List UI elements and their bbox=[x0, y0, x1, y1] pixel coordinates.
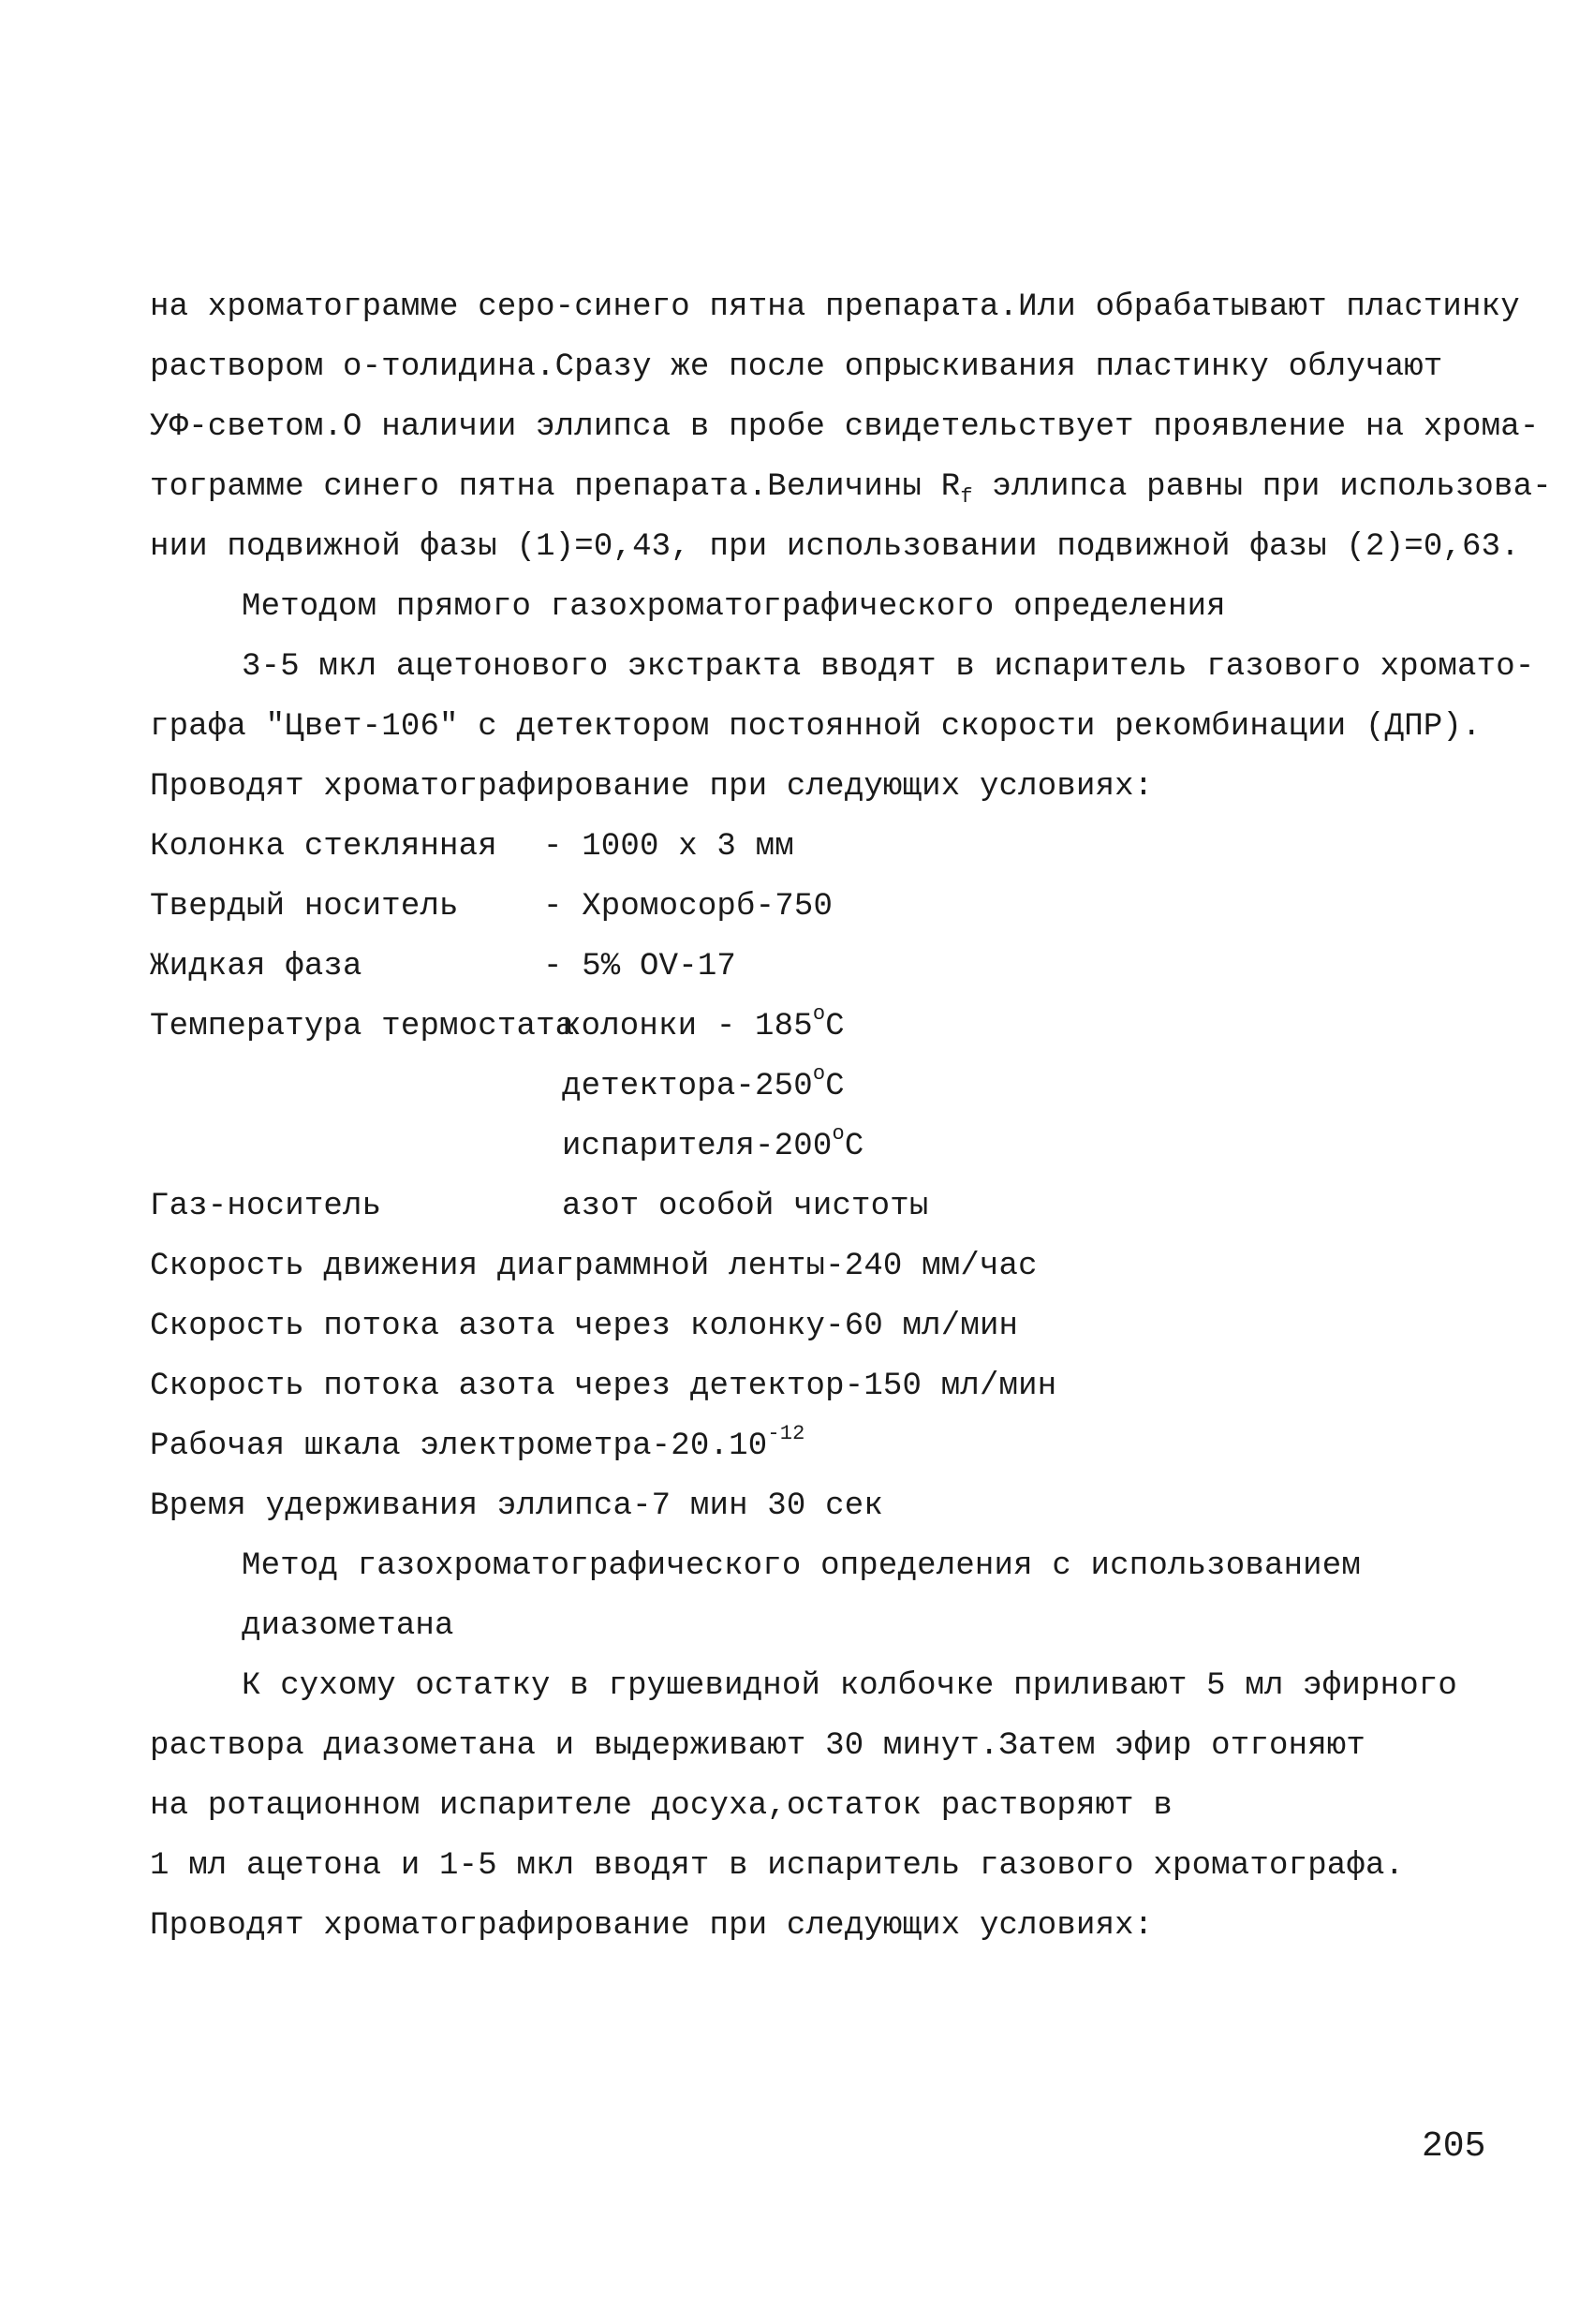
degree-sign: o bbox=[832, 1122, 845, 1146]
text-line: на ротационном испарителе досуха,остаток растворяют в bbox=[150, 1788, 1173, 1824]
text-line: УФ-светом.О наличии эллипса в пробе свидетельствует проявление на хрома- bbox=[150, 409, 1540, 445]
text-fragment: испарителя-200 bbox=[562, 1129, 833, 1164]
text-fragment: детектора-250 bbox=[562, 1069, 813, 1104]
text-fragment: колонки - 185 bbox=[562, 1009, 813, 1044]
text-line: Скорость потока азота через колонку-60 мл/мин bbox=[150, 1309, 1019, 1344]
text-line: графа "Цвет-106" с детектором постоянной скорости рекомбинации (ДПР). bbox=[150, 709, 1482, 745]
condition-value bbox=[562, 1002, 845, 1045]
exponent: -12 bbox=[767, 1422, 805, 1445]
degree-sign: o bbox=[812, 1062, 826, 1086]
text-line: Скорость движения диаграммной ленты-240 мм/час bbox=[150, 1249, 1038, 1284]
condition-label: Газ-носитель bbox=[150, 1189, 382, 1224]
condition-value bbox=[562, 1062, 845, 1105]
text-line: Проводят хроматографирование при следующих условиях: bbox=[150, 769, 1154, 805]
text-fragment: Рабочая шкала электрометра-20.10 bbox=[150, 1428, 768, 1464]
section-heading: Методом прямого газохроматографического определения bbox=[242, 589, 1226, 625]
text-fragment: эллипса равны при использова- bbox=[972, 469, 1552, 505]
condition-value: - Хромосорб-750 bbox=[543, 889, 834, 925]
section-heading: Метод газохроматографического определения с использованием bbox=[242, 1548, 1361, 1584]
condition-label: Твердый носитель bbox=[150, 889, 459, 925]
text-fragment: тограмме синего пятна препарата.Величины R bbox=[150, 469, 961, 505]
text-line: на хроматограмме серо-синего пятна препарата.Или обрабатывают пластинку bbox=[150, 289, 1520, 325]
condition-label: Температура термостата bbox=[150, 1009, 575, 1044]
text-line: Скорость потока азота через детектор-150 мл/мин bbox=[150, 1369, 1057, 1404]
condition-label: Жидкая фаза bbox=[150, 949, 362, 984]
condition-value: - 1000 х 3 мм bbox=[543, 829, 794, 865]
text-line: К сухому остатку в грушевидной колбочке приливают 5 мл эфирного bbox=[242, 1668, 1458, 1704]
text-line: 1 мл ацетона и 1-5 мкл вводят в испаритель газового хроматографа. bbox=[150, 1848, 1405, 1884]
text-line: нии подвижной фазы (1)=0,43, при использовании подвижной фазы (2)=0,63. bbox=[150, 529, 1520, 565]
condition-value: - 5% OV-17 bbox=[543, 949, 737, 984]
text-fragment: С bbox=[825, 1009, 845, 1044]
text-line: раствора диазометана и выдерживают 30 минут.Затем эфир отгоняют bbox=[150, 1728, 1366, 1764]
section-heading: диазометана bbox=[242, 1608, 454, 1644]
text-fragment: С bbox=[844, 1129, 864, 1164]
condition-label: Колонка стеклянная bbox=[150, 829, 497, 865]
text-fragment: С bbox=[825, 1069, 845, 1104]
text-line bbox=[150, 468, 1552, 509]
degree-sign: o bbox=[812, 1002, 826, 1026]
page-number: 205 bbox=[1422, 2126, 1486, 2167]
text-line: Проводят хроматографирование при следующих условиях: bbox=[150, 1908, 1154, 1944]
text-line: 3-5 мкл ацетонового экстракта вводят в испаритель газового хромато- bbox=[242, 649, 1535, 685]
subscript-f: f bbox=[960, 485, 973, 509]
condition-value bbox=[562, 1122, 864, 1165]
text-line: Время удерживания эллипса-7 мин 30 сек bbox=[150, 1488, 883, 1524]
condition-value: азот особой чистоты bbox=[562, 1189, 929, 1224]
text-line bbox=[150, 1422, 805, 1465]
text-line: раствором о-толидина.Сразу же после опрыскивания пластинку облучают bbox=[150, 349, 1443, 385]
